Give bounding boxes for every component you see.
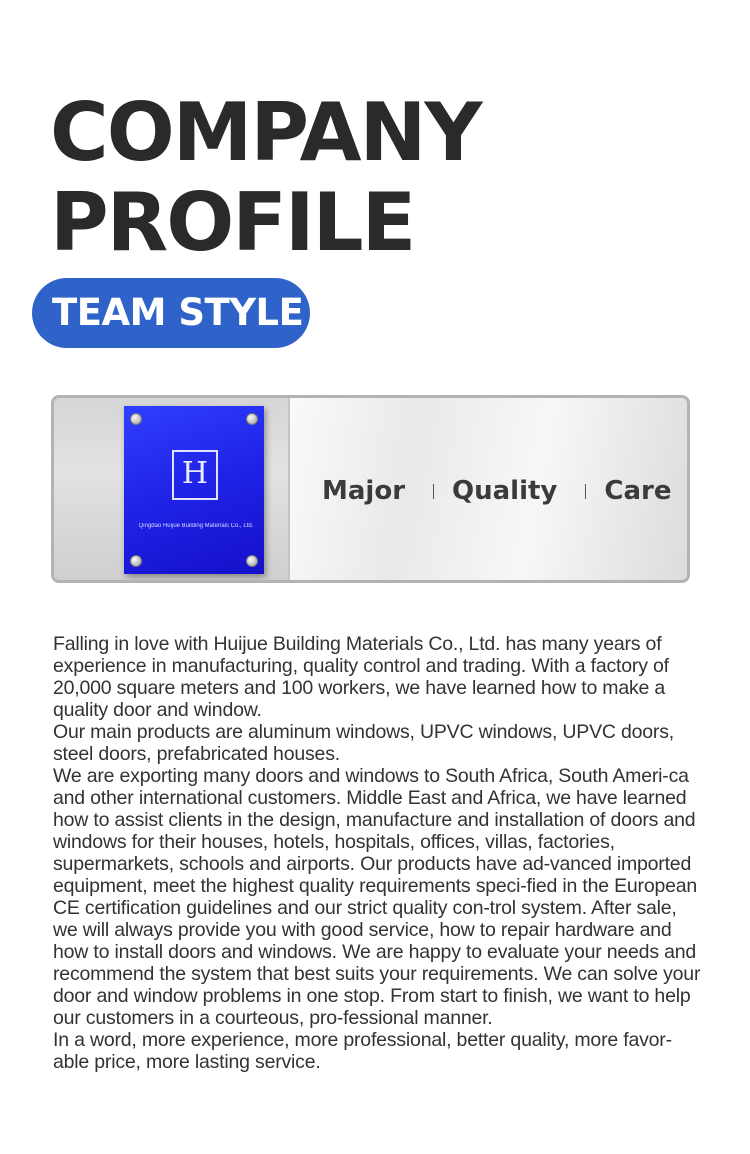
banner-divider <box>288 398 290 580</box>
company-sign-plaque <box>124 406 264 574</box>
description-paragraph: In a word, more experience, more professional, better quality, more favor-able price, more lasting service. <box>53 1029 672 1073</box>
company-values-banner <box>51 395 690 583</box>
value-care: Care <box>604 476 672 506</box>
value-major: Major <box>322 476 406 506</box>
bolt-icon <box>130 555 142 567</box>
company-logo: H <box>172 450 218 500</box>
value-quality: Quality <box>452 476 558 506</box>
title-line-company: COMPANY <box>50 86 481 179</box>
bolt-icon <box>246 413 258 425</box>
value-separator <box>585 484 586 499</box>
description-paragraph: We are exporting many doors and windows to South Africa, South Ameri-ca and other international customers. Middle East and Africa, we have learned how to assist clients in the design, manufacture and installation of doors and windows for their houses, hotels, hospitals, offices, villas, factories, supermarkets, schools and airports. Our products have ad-vanced imported equipment, meet the highest quality requirements speci-fied in the European CE certification guidelines and our strict quality con-trol system. After sale, we will always provide you with good service, how to repair hardware and how to install doors and windows. We are happy to evaluate your needs and recommend the system that best suits your requirements. We can solve your door and window problems in one stop. From start to finish, we want to help our customers in a courteous, pro-fessional manner. <box>53 765 701 1029</box>
title-line-profile: PROFILE <box>50 176 415 269</box>
description-paragraph: Falling in love with Huijue Building Materials Co., Ltd. has many years of experience in manufacturing, quality control and trading. With a factory of 20,000 square meters and 100 workers, we have learned how to make a quality door and window. <box>53 633 669 721</box>
bolt-icon <box>130 413 142 425</box>
company-logo-caption: Qingdao Huijue Building Materials Co., Ltd. <box>138 523 254 529</box>
description-paragraph: Our main products are aluminum windows, UPVC windows, UPVC doors, steel doors, prefabricated houses. <box>53 721 674 765</box>
team-style-badge: TEAM STYLE <box>32 278 310 348</box>
company-description <box>53 633 703 1073</box>
bolt-icon <box>246 555 258 567</box>
page-title <box>50 88 480 268</box>
value-separator <box>433 484 434 499</box>
company-values <box>322 474 671 508</box>
